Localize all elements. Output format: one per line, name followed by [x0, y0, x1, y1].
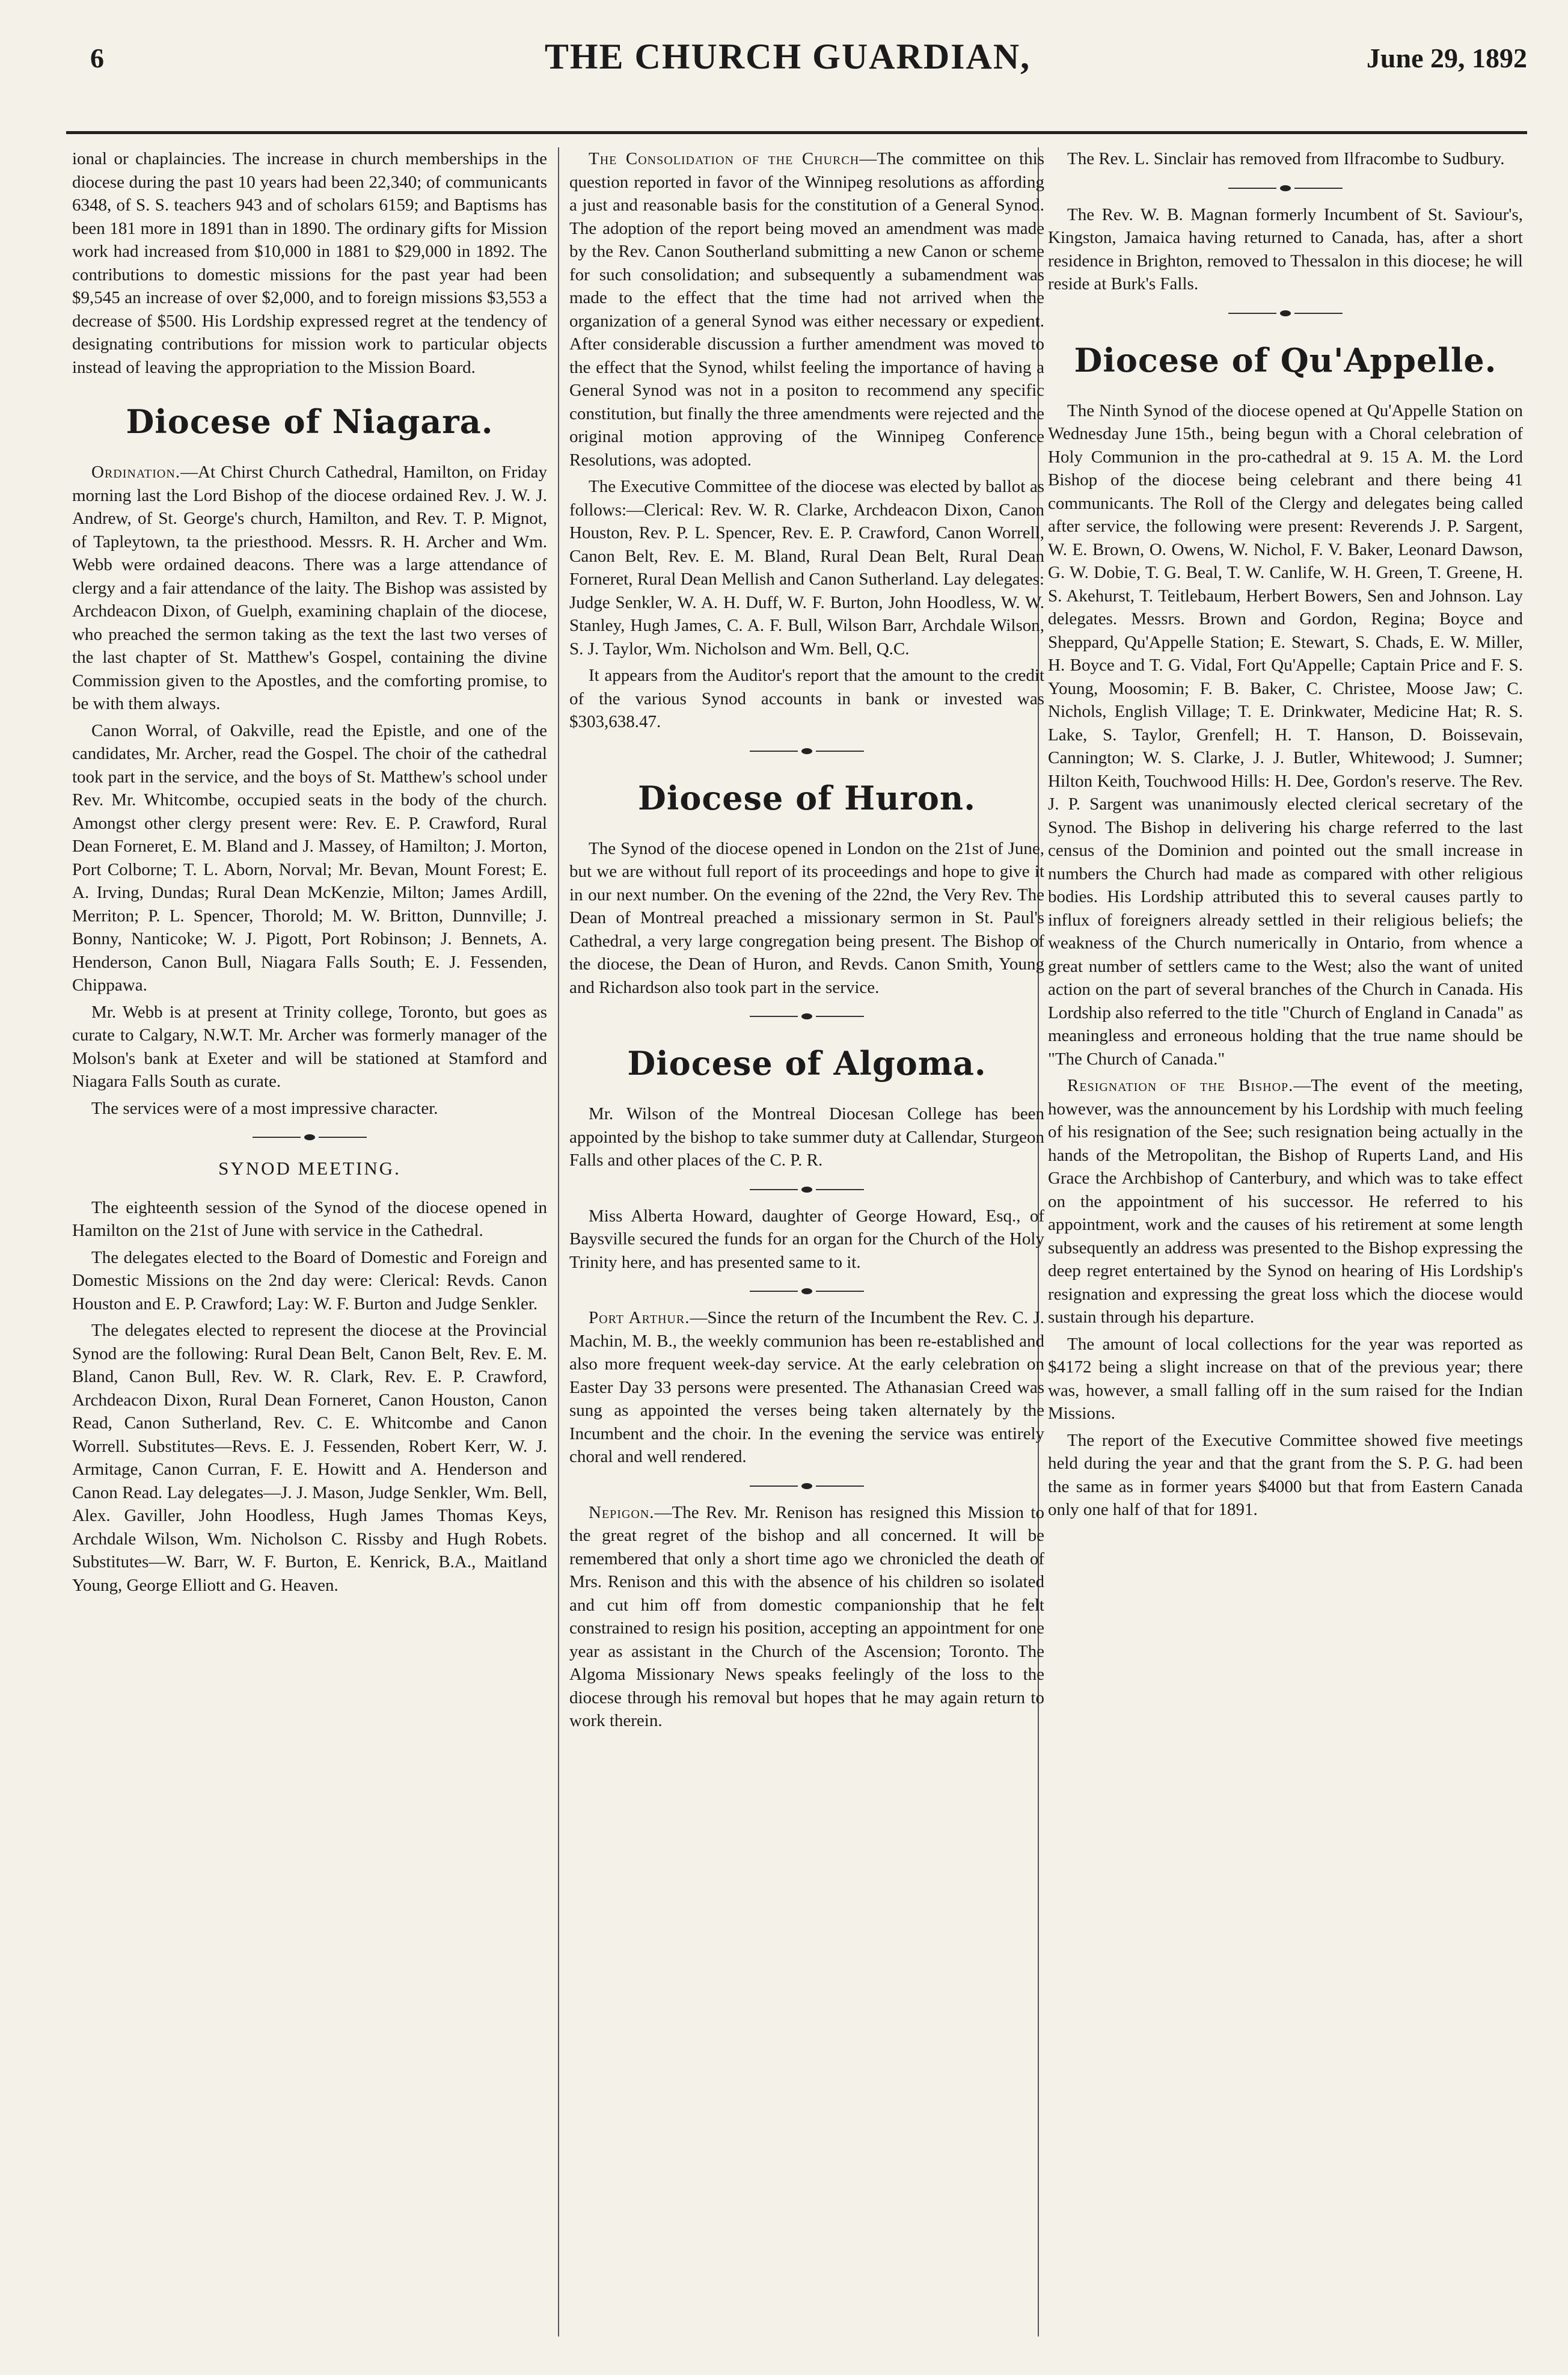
section-heading: Diocese of Huron. [637, 778, 976, 817]
section-heading: Diocese of Niagara. [126, 402, 494, 441]
article-paragraph: The Synod of the diocese opened in London on the 21st of June, but we are without full report of its proceedings and hope to give it in our next number. On the evening of the 22nd, the Very Rev. The Dean of Montreal preached a missionary sermon in St. Paul's Cathedral, a very large congregation being present. The Bishop of the diocese, the Dean of Huron, and Revds. Canon Smith, Young and Richardson also took part in the service. [569, 838, 1044, 997]
column-1 [72, 147, 547, 2337]
separator-ornament [569, 1482, 1044, 1490]
article-paragraph: Mr. Webb is at present at Trinity college, Toronto, but goes as curate to Calgary, N.W.T. Mr. Archer was formerly manager of the Molson's bank at Exeter and will be stationed at Stamford and Niagara Falls South as curate. [72, 1002, 547, 1091]
separator-ornament [569, 1287, 1044, 1295]
article-paragraph [569, 147, 1044, 472]
page-number: 6 [90, 43, 104, 73]
article-paragraph: The report of the Executive Committee showed five meetings held during the year and that the grant from the S. P. G. had been the same as in former years $4000 but that from Eastern Canada only one half of that for 1891. [1048, 1430, 1523, 1519]
paragraph-body: —Since the return of the Incumbent the Rev. C. J. Machin, M. B., the weekly communion has been re-established and also more frequent week-day service. At the early celebration on Easter Day 33 persons were presented. The Athanasian Creed was sung as appointed the verses being taken alternately by the Incumbent and the choir. In the evening the service was entirely choral and well rendered. [569, 1308, 1044, 1466]
separator-ornament [1048, 309, 1523, 318]
section-heading: Diocese of Qu'Appelle. [1074, 340, 1497, 379]
article-paragraph [1048, 1074, 1523, 1329]
article-paragraph: Miss Alberta Howard, daughter of George Howard, Esq., of Baysville secured the funds for an organ for the Church of the Holy Trinity here, and has presented same to it. [569, 1206, 1044, 1272]
article-paragraph: The Ninth Synod of the diocese opened at Qu'Appelle Station on Wednesday June 15th., being begun with a Choral celebration of Holy Communion in the pro-cathedral at 9. 15 A. M. the Lord Bishop of the diocese being celebrant and there being 41 communicants. The Roll of the Clergy and delegates being called after service, the following were present: Reverends J. P. Sargent, W. E. Brown, O. Owens, W. Nichol, F. V. Baker, Leonard Dawson, G. W. Dobie, T. G. Beal, T. W. Canlife, W. H. Green, T. Greene, H. S. Akehurst, T. Teitlebaum, Herbert Bowers, Sen and Johnson. Lay delegates. Messrs. Brown and Gordon, Regina; Boyce and Sheppard, Qu'Appelle Station; E. Stewart, S. Chads, E. W. Miller, H. Boyce and T. G. Vidal, Fort Qu'Appelle; Captain Price and F. S. Young, Moosomin; F. B. Baker, C. Christee, Moose Jaw; C. Nichols, English Village; T. E. Drinkwater, Medicine Hat; R. S. Lake, S. Taylor, Grenfell; H. T. Hanson, D. Boissevain, Cannington; W. S. Clarke, J. J. Butler, Whitewood; J. Sumner; Hilton Keith, Touchwood Hills: H. Dee, Gordon's reserve. The Rev. J. P. Sargent was unanimously elected clerical secretary of the Synod. The Bishop in delivering his charge referred to the last census of the Dominion and pointed out the small increase in numbers the Church had made as compared with other religious bodies. His Lordship attributed this to several causes partly to influx of foreigners already settled in their religious beliefs; the weakness of the Church numerically in Ontario, from whence a great number of settlers came to the West; also the want of united action on the part of several branches of the Church in Canada. His Lordship also referred to the title "Church of England in Canada" as meaningless and erroneous holding that the true name should be "The Church of Canada." [1048, 401, 1523, 1069]
paragraph-body: —The event of the meeting, however, was the announcement by his Lordship with much feeling of his resignation of the See; such resignation being actually in the hands of the Metropolitan, the Bishop of Ruperts Land, and His Grace the Archbishop of Canterbury, and which was to take effect on the appointment of his successor. He referred to his appointment, work and the causes of his retirement at some length subsequently an address was presented to the Bishop expressing the deep regret entertained by the Synod on hearing of His Lordship's resignation and expressing the great loss which the diocese would sustain through his departure. [1048, 1076, 1523, 1327]
article-paragraph [72, 461, 547, 716]
masthead [42, 24, 1533, 90]
article-paragraph [569, 1501, 1044, 1733]
paragraph-lead: Resignation of the Bishop. [1067, 1076, 1294, 1095]
column-3 [1048, 147, 1523, 2337]
subsection-heading: SYNOD MEETING. [218, 1158, 401, 1179]
article-paragraph: Mr. Wilson of the Montreal Diocesan College has been appointed by the bishop to take summer duty at Callendar, Sturgeon Falls and other places of the C. P. R. [569, 1104, 1044, 1170]
article-paragraph: The Rev. L. Sinclair has removed from Ilfracombe to Sudbury. [1067, 149, 1505, 168]
column-divider [558, 147, 559, 2337]
article-paragraph: The services were of a most impressive character. [91, 1098, 438, 1118]
article-paragraph: The eighteenth session of the Synod of the diocese opened in Hamilton on the 21st of June with service in the Cathedral. [72, 1197, 547, 1240]
separator-ornament [569, 747, 1044, 755]
article-paragraph: Canon Worral, of Oakville, read the Epistle, and one of the candidates, Mr. Archer, read the Gospel. The choir of the cathedral took part in the service, and the boys of St. Matthew's school under Rev. Mr. Whitcombe, occupied seats in the body of the church. Amongst other clergy present were: Rev. E. P. Crawford, Rural Dean Forneret, E. M. Bland and J. Massey, of Hamilton; J. Morton, Port Colborne; T. L. Aborn, Norval; Mr. Bevan, Mount Forest; E. A. Irving, Dundas; Rural Dean McKenzie, Milton; James Ardill, Merriton; P. L. Spencer, Thorold; M. W. Britton, Dunnville; J. Bonny, Nanticoke; W. J. Pigott, Port Robinson; J. Bennets, A. Henderson, Canon Bull, Niagara Falls South; E. J. Fessenden, Chippawa. [72, 720, 547, 995]
article-paragraph: The delegates elected to represent the diocese at the Provincial Synod are the following: Rural Dean Belt, Canon Belt, Rev. E. M. Bland, Canon Bull, Rev. W. R. Clark, Rev. E. P. Crawford, Archdeacon Dixon, Rural Dean Forneret, Canon Houston, Canon Read, Canon Sutherland, Rev. C. E. Whitcombe and Canon Worrell. Substitutes—Revs. E. J. Fessenden, Robert Kerr, W. J. Armitage, Canon Curran, F. E. Howitt and A. Henderson and Canon Read. Lay delegates—J. J. Mason, Judge Senkler, Wm. Bell, Alex. Gaviller, John Hoodless, Hugh James Thomas Keys, Archdale Wilson, Wm. Nicholson C. Rissby and Hugh Robets. Substitutes—W. Barr, W. F. Burton, E. Kenrick, B.A., Maitland Young, George Elliott and G. Heaven. [72, 1321, 547, 1595]
paragraph-lead: Ordination. [91, 462, 181, 482]
issue-date: June 29, 1892 [1366, 43, 1527, 73]
paragraph-body: —At Chirst Church Cathedral, Hamilton, on Friday morning last the Lord Bishop of the diocese ordained Rev. J. W. J. Andrew, of St. George's church, Hamilton, and Rev. T. P. Mignot, of Tapleytown, ta the priesthood. Messrs. R. H. Archer and Wm. Webb were ordained deacons. There was a large attendance of clergy and a fair attendance of the laity. The Bishop was assisted by Archdeacon Dixon, of Guelph, examining chaplain of the diocese, who preached the sermon taking as the text the last two verses of the last chapter of St. Matthew's Gospel, containing the divine Commission given to the Apostles, and the comforting promise, to be with them always. [72, 462, 547, 713]
article-paragraph: The amount of local collections for the year was reported as $4172 being a slight increase on that of the previous year; there was, however, a small falling off in the sum raised for the Indian Missions. [1048, 1334, 1523, 1423]
article-paragraph [569, 1306, 1044, 1469]
article-paragraph: The Executive Committee of the diocese was elected by ballot as follows:—Clerical: Rev. W. R. Clarke, Archdeacon Dixon, Canon Houston, Rev. P. L. Spencer, Rev. E. P. Crawford, Canon Worrell, Canon Belt, Rev. E. M. Bland, Rural Dean Belt, Rural Dean Forneret, Rural Dean Mellish and Canon Sutherland. Lay delegates: Judge Senkler, W. A. H. Duff, W. F. Burton, John Hoodless, W. W. Stanley, Hugh James, C. A. F. Bull, Wilson Barr, Archdale Wilson, S. J. Taylor, Wm. Nicholson and Wm. Bell, Q.C. [569, 477, 1044, 659]
article-paragraph: It appears from the Auditor's report that the amount to the credit of the various Synod accounts in bank or invested was $303,638.47. [569, 666, 1044, 731]
section-heading: Diocese of Algoma. [627, 1044, 987, 1083]
article-paragraph: The Rev. W. B. Magnan formerly Incumbent of St. Saviour's, Kingston, Jamaica having returned to Canada, has, after a short residence in Brighton, removed to Thessalon in this diocese; he will reside at Burk's Falls. [1048, 204, 1523, 293]
separator-ornament [569, 1012, 1044, 1021]
article-paragraph: The delegates elected to the Board of Domestic and Foreign and Domestic Missions on the 2nd day were: Clerical: Revds. Canon Houston and E. P. Crawford; Lay: W. F. Burton and Judge Senkler. [72, 1247, 547, 1313]
masthead-rule [66, 131, 1527, 134]
newspaper-title: THE CHURCH GUARDIAN, [544, 37, 1031, 76]
article-paragraph: ional or chaplaincies. The increase in church memberships in the diocese during the past 10 years had been 22,340; of communicants 6348, of S. S. teachers 943 and of scholars 6159; and Baptisms has been 181 more in 1891 than in 1890. The ordinary gifts for Mission work had increased from $10,000 in 1881 to $29,000 in 1892. The contributions to domestic missions for the past year had been $9,545 an increase of over $2,000, and to foreign missions $3,553 a decrease of $500. His Lordship expressed regret at the tendency of designating contributions for mission work to particular objects instead of leaving the appropriation to the Mission Board. [72, 149, 547, 377]
column-2 [569, 147, 1044, 2337]
separator-ornament [72, 1133, 547, 1141]
paragraph-lead: The Consolidation of the Church [589, 149, 860, 168]
paragraph-lead: Nepigon. [589, 1502, 655, 1522]
paragraph-body: —The Rev. Mr. Renison has resigned this Mission to the great regret of the bishop and all concerned. It will be remembered that only a short time ago we chronicled the death of Mrs. Renison and this with the absence of his children so isolated and cut him off from domestic companionship that he felt constrained to resign his position, accepting an appointment for one year as assistant in the Church of the Ascension; Toronto. The Algoma Missionary News speaks feelingly of the loss to the diocese through his removal but hopes that he may again return to work therein. [569, 1502, 1044, 1730]
separator-ornament [1048, 184, 1523, 192]
paragraph-lead: Port Arthur. [589, 1308, 690, 1327]
separator-ornament [569, 1185, 1044, 1194]
paragraph-body: —The committee on this question reported in favor of the Winnipeg resolutions as affording a just and reasonable basis for the constitution of a General Synod. The adoption of the report being moved an amendment was made by the Rev. Canon Southerland submitting a new Canon or scheme for such consolidation; and subsequently a subamendment was made to the effect that the time had not arrived when the organization of a general Synod was either necessary or expedient. After considerable discussion a further amendment was moved to the effect that the Synod, whilst feeling the importance of having a General Synod was not in a positon to recommend any specific constitution, but finally the three amendments were rejected and the original motion approving of the Winnipeg Conference Resolutions, was adopted. [569, 149, 1044, 470]
